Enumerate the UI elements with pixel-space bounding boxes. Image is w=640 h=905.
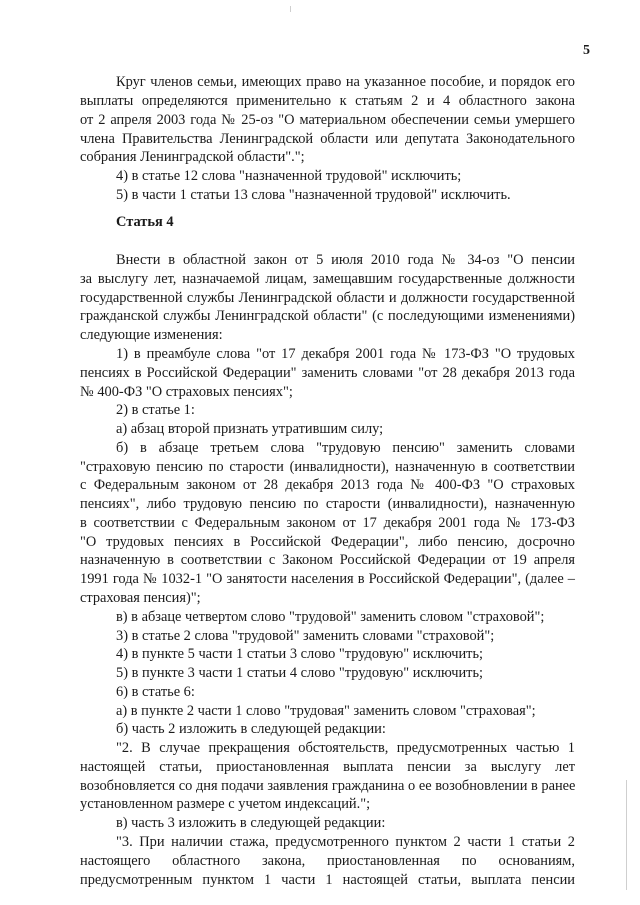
paragraph-line: Внести в областной закон от 5 июля 2010 года № 34-оз "О пенсии: [116, 252, 575, 268]
paragraph-line: 3) в статье 2 слова "трудовой" заменить словами "страховой";: [116, 628, 495, 644]
paragraph-line: выплаты определяются применительно к статьям 2 и 4 областного закона: [80, 93, 575, 109]
paragraph-line: с Федеральным законом от 28 декабря 2013 года № 400-ФЗ "О страховых: [80, 477, 575, 493]
paragraph-line: члена Правительства Ленинградской области или депутата Законодательного: [80, 131, 575, 147]
paragraph-line: Круг членов семьи, имеющих право на указанное пособие, и порядок его: [116, 74, 575, 90]
paragraph-line: б) часть 2 изложить в следующей редакции:: [116, 721, 386, 737]
paragraph-line: установленном размере с учетом индексаций.";: [80, 796, 371, 812]
paragraph-line: 4) в пункте 5 части 1 статьи 3 слово "трудовую" исключить;: [116, 646, 484, 662]
paragraph-line: пенсиях в Российской Федерации" заменить словами "от 28 декабря 2013 года: [80, 365, 575, 381]
paragraph-line: собрания Ленинградской области".";: [80, 149, 305, 165]
paragraph-line: 1991 года № 1032-1 "О занятости населения в Российской Федерации", (далее –: [80, 571, 575, 587]
paragraph-line: а) абзац второй признать утратившим силу;: [116, 421, 384, 437]
paragraph-line: 5) в части 1 статьи 13 слова "назначенной трудовой" исключить.: [116, 187, 511, 203]
scan-artifact: [290, 6, 291, 12]
paragraph-line: "2. В случае прекращения обстоятельств, предусмотренных частью 1: [116, 740, 575, 756]
page-number: 5: [583, 43, 590, 58]
paragraph-line: "страховую пенсию по старости (инвалидности), назначенную в соответствии: [80, 459, 575, 475]
paragraph-line: б) в абзаце третьем слова "трудовую пенсию" заменить словами: [116, 440, 575, 456]
paragraph-line: 2) в статье 1:: [116, 402, 195, 418]
paragraph-line: "О трудовых пенсиях в Российской Федерации", либо пенсию, досрочно: [80, 534, 575, 550]
paragraph-line: гражданской службы Ленинградской области" (с последующими изменениями): [80, 308, 575, 324]
paragraph-line: настоящей статьи, приостановленная выплата пенсии за выслугу лет: [80, 759, 575, 775]
paragraph-line: возобновляется со дня подачи заявления гражданина о ее возобновлении в ранее: [80, 778, 576, 794]
paragraph-line: в) в абзаце четвертом слово "трудовой" заменить словом "страховой";: [116, 609, 545, 625]
paragraph-line: следующие изменения:: [80, 327, 223, 343]
scan-edge-artifact: [626, 780, 627, 890]
article-heading: Статья 4: [116, 214, 174, 230]
paragraph-line: от 2 апреля 2003 года № 25-оз "О материальном обеспечении семьи умершего: [80, 112, 575, 128]
paragraph-line: 5) в пункте 3 части 1 статьи 4 слово "трудовую" исключить;: [116, 665, 484, 681]
paragraph-line: в соответствии с Федеральным законом от 17 декабря 2001 года № 173-ФЗ: [80, 515, 575, 531]
paragraph-line: 1) в преамбуле слова "от 17 декабря 2001 года № 173-ФЗ "О трудовых: [116, 346, 575, 362]
paragraph-line: настоящего областного закона, приостановленная по основаниям,: [80, 853, 575, 869]
paragraph-line: страховая пенсия)";: [80, 590, 201, 606]
paragraph-line: 4) в статье 12 слова "назначенной трудовой" исключить;: [116, 168, 462, 184]
paragraph-line: в) часть 3 изложить в следующей редакции:: [116, 815, 386, 831]
paragraph-line: а) в пункте 2 части 1 слово "трудовая" заменить словом "страховая";: [116, 703, 536, 719]
paragraph-line: предусмотренным пунктом 1 части 1 настоящей статьи, выплата пенсии: [80, 872, 575, 888]
paragraph-line: за выслугу лет, назначаемой лицам, замещавшим государственные должности: [80, 271, 575, 287]
paragraph-line: пенсиях", либо трудовую пенсию по старости (инвалидности), назначенную: [80, 496, 575, 512]
paragraph-line: № 400-ФЗ "О страховых пенсиях";: [80, 384, 293, 400]
paragraph-line: государственной службы Ленинградской области и должности государственной: [80, 290, 575, 306]
paragraph-line: назначенную в соответствии с Законом Российской Федерации от 19 апреля: [80, 552, 575, 568]
paragraph-line: "3. При наличии стажа, предусмотренного пунктом 2 части 1 статьи 2: [116, 834, 575, 850]
paragraph-line: 6) в статье 6:: [116, 684, 195, 700]
